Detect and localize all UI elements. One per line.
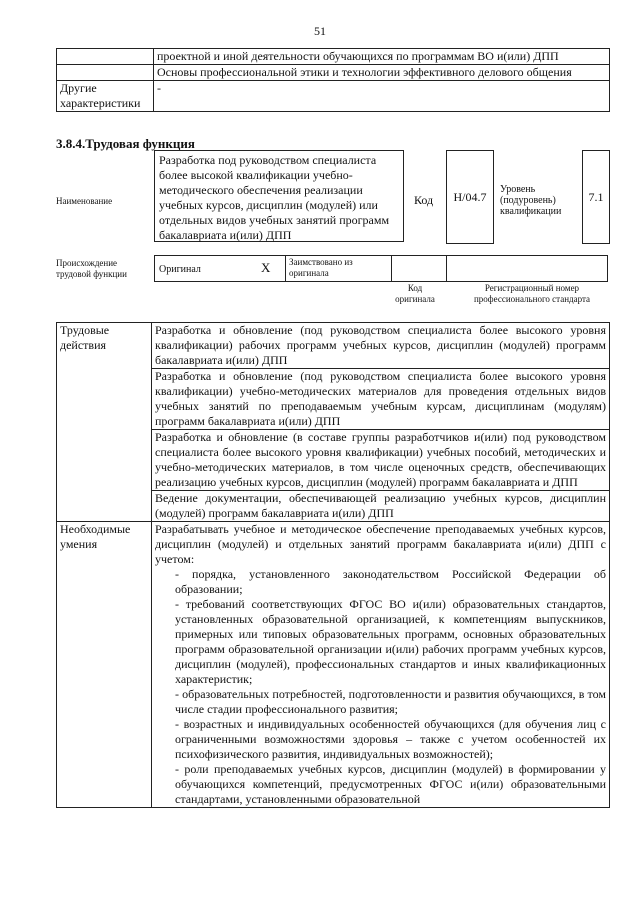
original-label: Оригинал <box>159 264 201 275</box>
table-row <box>57 49 610 65</box>
skills-item: - порядка, установленного законодательством Российской Федерации об образовании; <box>175 567 606 596</box>
table-cell: - <box>154 81 610 112</box>
action-item: Разработка и обновление (под руководством специалиста более высокого уровня квалификации) рабочих программ учебных курсов, дисциплин (модулей) программ бакалавриата и(или) ДПП <box>152 323 610 369</box>
table-cell: Основы профессиональной этики и технологии эффективного делового общения <box>154 65 610 81</box>
skills-label: Необходимые умения <box>57 522 152 808</box>
table-cell <box>57 49 154 65</box>
origin-label: Происхождение трудовой функции <box>56 258 127 279</box>
table-row <box>57 81 610 112</box>
skills-item: - образовательных потребностей, подготовленности и развития обучающихся, в том числе стадии профессионального развития; <box>175 687 606 716</box>
skills-cell <box>152 522 610 808</box>
table-cell: Другие характеристики <box>57 81 154 112</box>
reg-number-label: Регистрационный номер профессионального стандарта <box>473 283 591 304</box>
original-cell <box>155 256 286 281</box>
table-row <box>57 323 610 369</box>
code-label: Код <box>414 193 434 207</box>
section-title: 3.8.4.Трудовая функция <box>56 136 195 151</box>
original-mark: X <box>261 260 271 275</box>
name-value: Разработка под руководством специалиста более высокой квалификации учебно-методического обеспечения реализации учебных курсов, дисциплин (модулей) или отдельных видов учебных занятий программ бакалавриата и(или) ДПП <box>154 150 404 242</box>
skills-intro: Разрабатывать учебное и методическое обеспечение преподаваемых учебных курсов, дисциплин (модулей) и отдельных занятий программ бакалавриата и(или) ДПП с учетом: <box>155 522 606 566</box>
skills-item: - возрастных и индивидуальных особенностей обучающихся (для обучения лиц с ограниченными возможностями здоровья – также с учетом особенностей их психофизического развития, индивидуальных возможностей); <box>175 717 606 761</box>
level-label: Уровень (подуровень) квалификации <box>500 184 562 217</box>
table-cell: проектной и иной деятельности обучающихся по программам ВО и(или) ДПП <box>154 49 610 65</box>
action-item: Разработка и обновление (под руководством специалиста более высокого уровня квалификации) учебно-методических материалов для проведения отдельных видов учебных занятий по преподаваемым учебным курсам, дисциплинам (модулям) программ бакалавриата и(или) ДПП <box>152 369 610 430</box>
borrowed-label: Заимствовано из оригинала <box>289 257 353 278</box>
origin-row <box>154 255 608 282</box>
actions-label: Трудовые действия <box>57 323 152 522</box>
code-value: H/04.7 <box>446 150 494 244</box>
level-value: 7.1 <box>582 150 610 244</box>
page-number: 51 <box>314 24 326 38</box>
main-table <box>56 322 610 808</box>
code-original-cell <box>391 256 447 281</box>
code-original-label: Код оригинала <box>395 283 435 304</box>
action-item: Ведение документации, обеспечивающей реализацию учебных курсов, дисциплин (модулей) программ бакалавриата и(или) ДПП <box>152 491 610 522</box>
skills-item: - требований соответствующих ФГОС ВО и(или) образовательных стандартов, установленных образовательной организацией, к компетенциям выпускников, примерных или типовых образовательных программ, основных образовательных программ образовательной организации и(или) рабочих программ учебных курсов, дисциплин (модулей), профессиональных стандартов и иных квалификационных характеристик; <box>175 597 606 686</box>
skills-item: - роли преподаваемых учебных курсов, дисциплин (модулей) в формировании у обучающихся компетенций, предусмотренных ФГОС и(или) образовательными стандартами, установленными образовательной <box>175 762 606 806</box>
action-item: Разработка и обновление (в составе группы разработчиков и(или) под руководством специалиста более высокого уровня квалификации) учебных пособий, методических и учебно-методических материалов, в том числе оценочных средств, обеспечивающих реализацию учебных курсов, дисциплин (модулей) программ бакалавриата и ДПП <box>152 430 610 491</box>
table-row <box>57 522 610 808</box>
table-row <box>57 65 610 81</box>
top-table <box>56 48 610 112</box>
name-label: Наименование <box>56 196 113 206</box>
table-cell <box>57 65 154 81</box>
